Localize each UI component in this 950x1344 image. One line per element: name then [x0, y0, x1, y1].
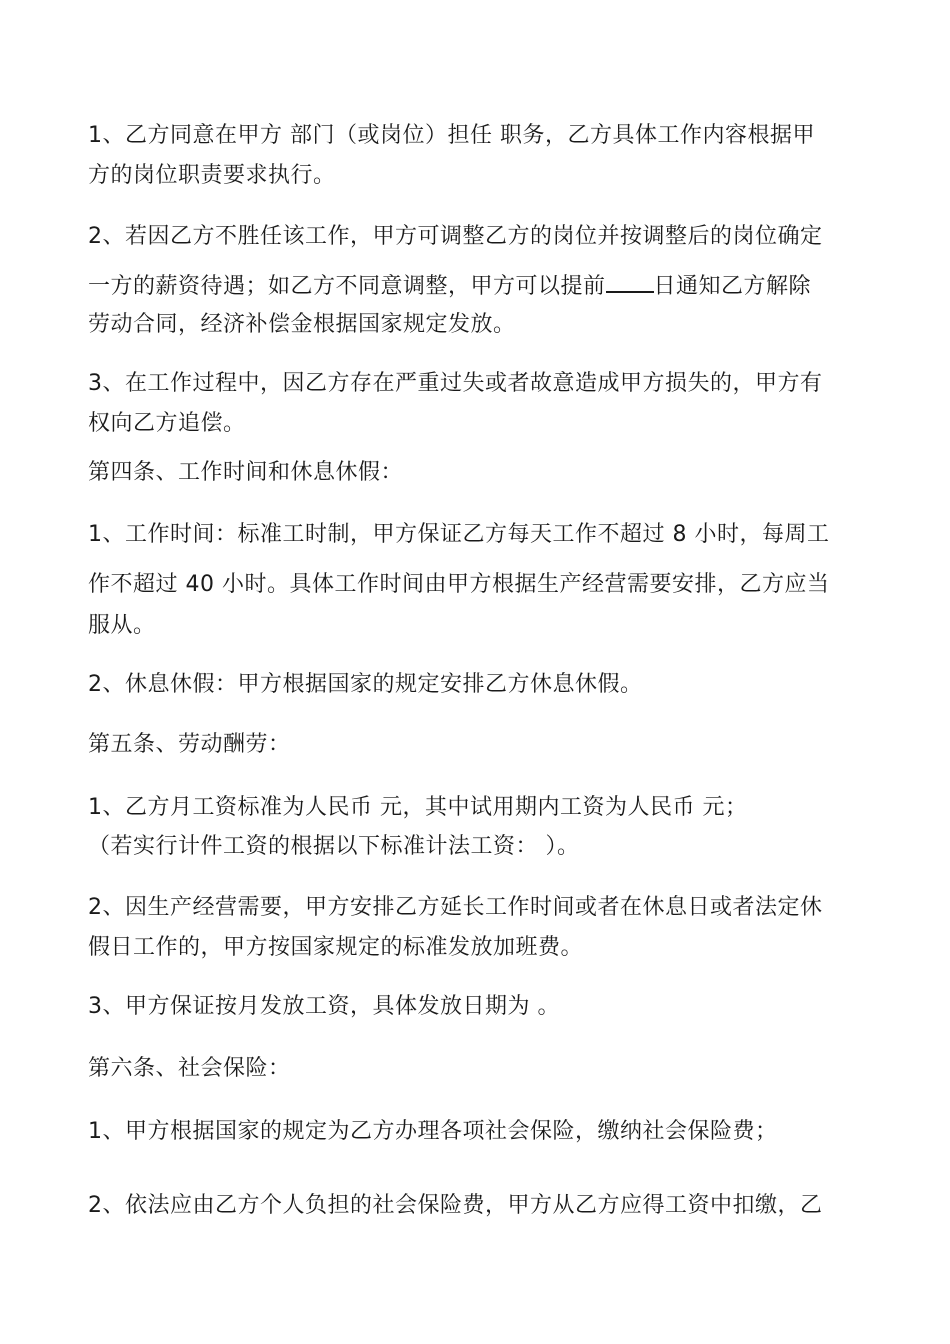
- text-line: 2、若因乙方不胜任该工作，甲方可调整乙方的岗位并按调整后的岗位确定: [88, 224, 823, 249]
- section-heading: 第六条、社会保险：: [88, 1056, 291, 1081]
- text-line: 1、甲方根据国家的规定为乙方办理各项社会保险，缴纳社会保险费；: [88, 1119, 778, 1144]
- text-line: 1、乙方同意在甲方 部门（或岗位）担任 职务，乙方具体工作内容根据甲: [88, 123, 815, 148]
- text-segment: 日通知乙方解除: [653, 274, 812, 299]
- text-line: 方的岗位职责要求执行。: [88, 163, 336, 188]
- text-line: 作不超过 40 小时。具体工作时间由甲方根据生产经营需要安排，乙方应当: [88, 572, 830, 597]
- text-line: 3、在工作过程中，因乙方存在严重过失或者故意造成甲方损失的，甲方有: [88, 371, 823, 396]
- text-line: 假日工作的，甲方按国家规定的标准发放加班费。: [88, 935, 584, 960]
- text-line: 服从。: [88, 613, 156, 638]
- section-heading: 第四条、工作时间和休息休假：: [88, 460, 404, 485]
- text-line: 2、休息休假：甲方根据国家的规定安排乙方休息休假。: [88, 672, 643, 697]
- text-line: [88, 269, 878, 302]
- text-line: 1、乙方月工资标准为人民币 元，其中试用期内工资为人民币 元；: [88, 795, 748, 820]
- text-line: 2、因生产经营需要，甲方安排乙方延长工作时间或者在休息日或者法定休: [88, 895, 823, 920]
- text-line: 劳动合同，经济补偿金根据国家规定发放。: [88, 312, 516, 337]
- text-line: 2、依法应由乙方个人负担的社会保险费，甲方从乙方应得工资中扣缴，乙: [88, 1193, 823, 1218]
- section-heading: 第五条、劳动酬劳：: [88, 732, 291, 757]
- fill-in-blank[interactable]: [606, 269, 654, 293]
- text-line: 1、工作时间：标准工时制，甲方保证乙方每天工作不超过 8 小时，每周工: [88, 522, 830, 547]
- text-line: （若实行计件工资的根据以下标准计法工资： ）。: [88, 834, 580, 859]
- text-line: 权向乙方追偿。: [88, 411, 246, 436]
- text-line: 3、甲方保证按月发放工资，具体发放日期为 。: [88, 994, 560, 1019]
- text-segment: 一方的薪资待遇；如乙方不同意调整，甲方可以提前: [88, 274, 606, 299]
